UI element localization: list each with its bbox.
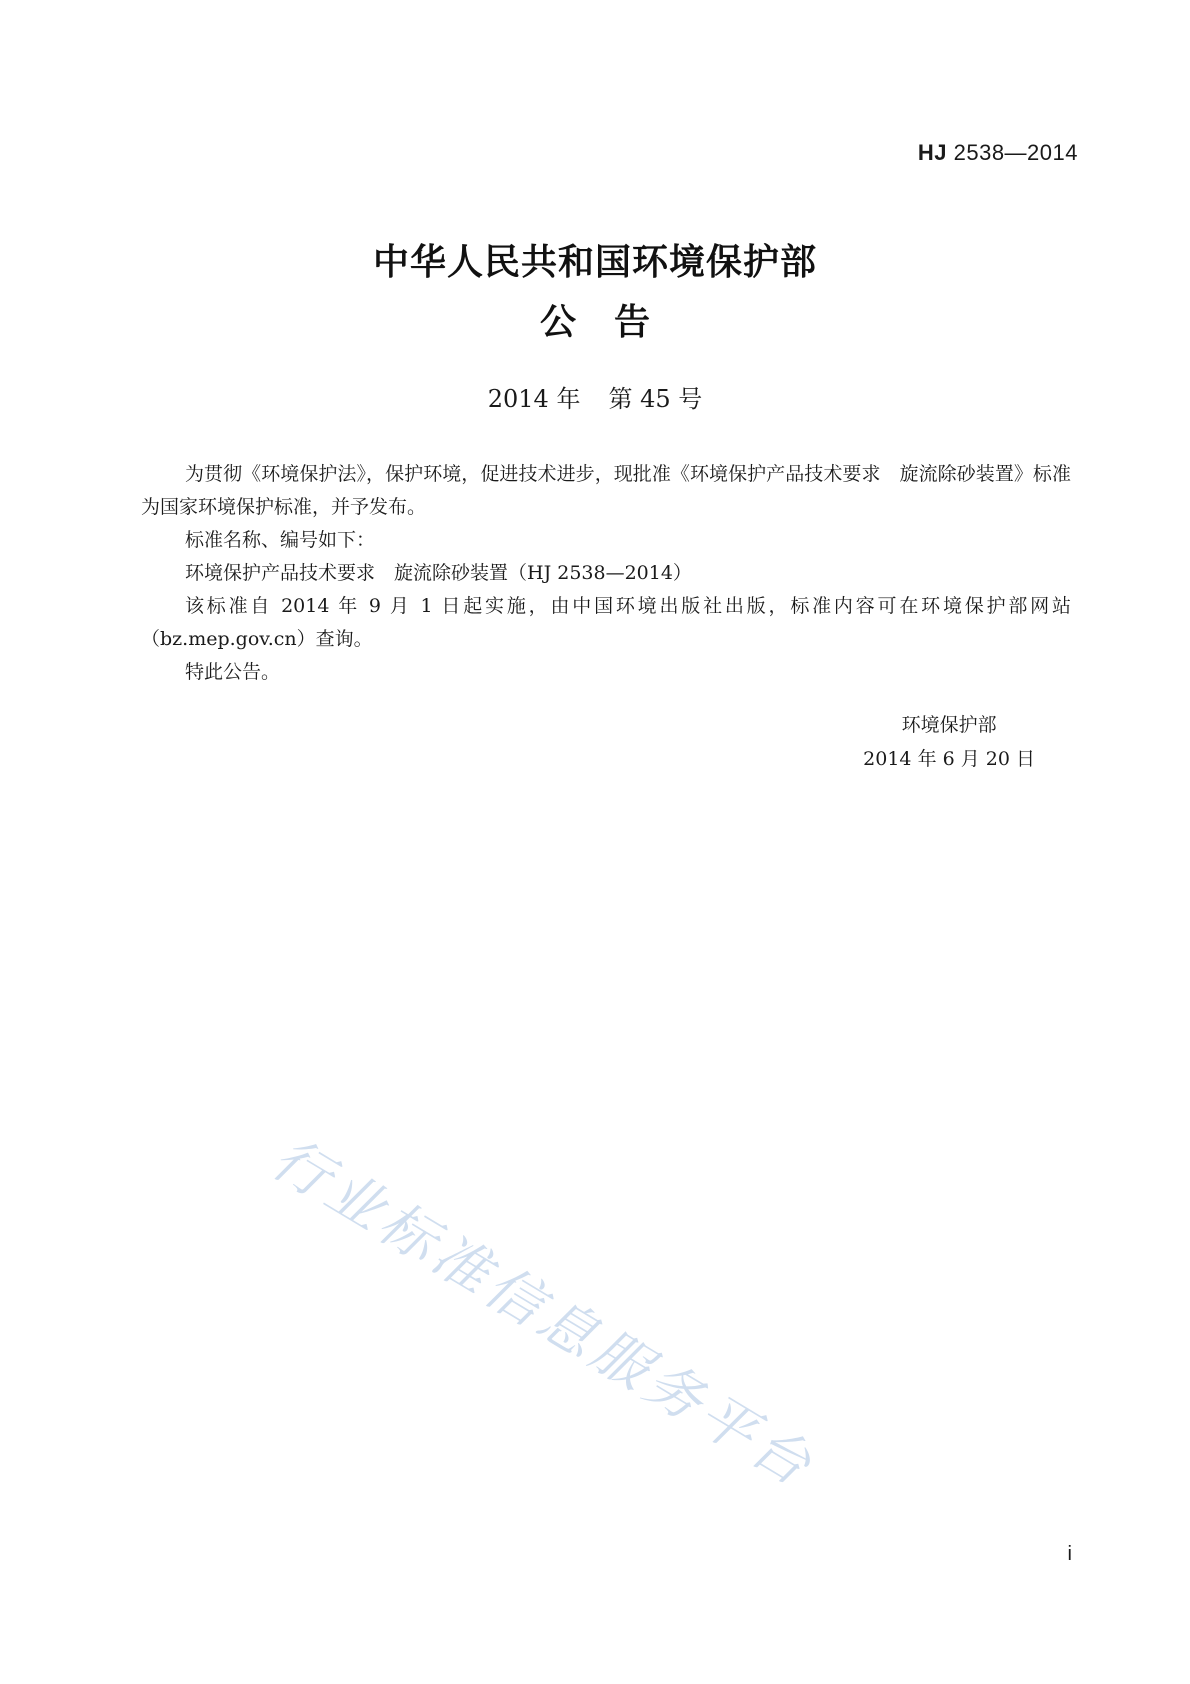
issue-number: 第 45 号 bbox=[608, 385, 703, 413]
body-paragraph: 特此公告。 bbox=[185, 661, 281, 683]
body-paragraph: 为贯彻《环境保护法》，保护环境，促进技术进步，现批准《环境保护产品技术要求 旋流除砂装置》标准为国家环境保护标准，并予发布。 bbox=[141, 463, 1071, 518]
signature-date: 2014 年 6 月 20 日 bbox=[863, 748, 1035, 770]
watermark: 行业标准信息服务平台 bbox=[260, 1125, 826, 1502]
signature-issuer: 环境保护部 bbox=[901, 714, 997, 736]
standard-code-number: 2538—2014 bbox=[953, 140, 1078, 165]
issue-line bbox=[0, 379, 1190, 414]
page-number: i bbox=[1067, 1543, 1072, 1565]
standard-code bbox=[918, 140, 1078, 166]
body-paragraph: 该标准自 2014 年 9 月 1 日起实施，由中国环境出版社出版，标准内容可在环境保护部网站（bz.mep.gov.cn）查询。 bbox=[141, 595, 1071, 650]
body-paragraph: 标准名称、编号如下： bbox=[185, 529, 376, 551]
announcement-title: 公告 bbox=[539, 302, 688, 343]
announcement-organization: 中华人民共和国环境保护部 bbox=[372, 242, 817, 283]
signature-block bbox=[863, 708, 1035, 776]
issue-year: 2014 年 bbox=[487, 385, 581, 413]
standard-code-prefix: HJ bbox=[917, 140, 947, 165]
announcement-body bbox=[141, 458, 1071, 689]
body-paragraph: 环境保护产品技术要求 旋流除砂装置（HJ 2538—2014） bbox=[185, 562, 692, 584]
